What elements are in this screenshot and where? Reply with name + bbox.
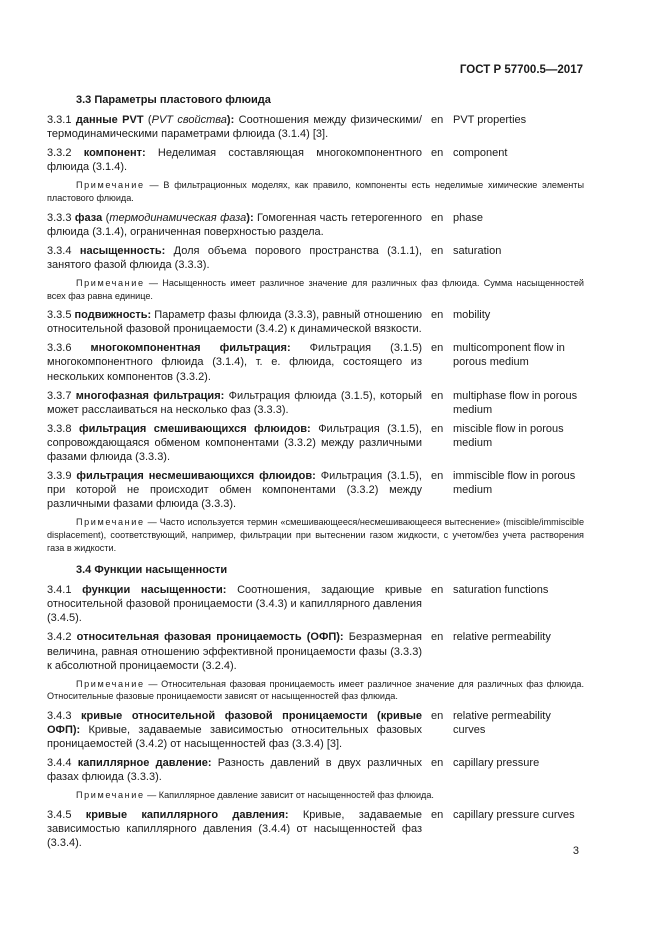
term-definition (47, 389, 422, 417)
term-number: 3.3.2 (47, 147, 84, 160)
term-entry (47, 583, 584, 625)
note-label: Примечание (76, 277, 145, 288)
note-label: Примечание (76, 517, 145, 528)
term-entry (47, 709, 584, 751)
english-equivalent: multiphase flow in porous medium (453, 389, 578, 416)
term-number: 3.3.8 (47, 422, 79, 435)
language-code: en (431, 709, 444, 722)
term-alt: термодинамическая фаза (109, 211, 247, 224)
english-equivalent: saturation functions (453, 584, 549, 597)
term-entry (47, 244, 584, 272)
term-number: 3.4.2 (47, 631, 77, 644)
term-definition (47, 469, 422, 511)
term-name: многокомпонентная фильтрация: (90, 342, 291, 355)
term-number: 3.4.4 (47, 757, 78, 770)
term-name: капиллярное давление: (77, 757, 212, 770)
page-number: 3 (572, 845, 579, 857)
term-entry (47, 469, 584, 511)
term-name: кривые капиллярного давления: (85, 808, 289, 821)
term-name: насыщенность: (79, 244, 166, 257)
term-name: кривые относительной фазовой проницаемости (81, 709, 368, 722)
english-equivalent: multicomponent flow in porous medium (453, 342, 565, 369)
definition-text: Кривые, задаваемые зависимостью относительных фазовых проницаемостей (3.4.2) от насыщенностей фаз (3.3.4) [3]. (47, 723, 422, 751)
term-entry (47, 308, 584, 336)
term-number: 3.3.6 (47, 342, 91, 355)
english-equivalent: relative permeability (453, 631, 551, 644)
term-alt: PVT свойства (151, 114, 227, 126)
paren: ): (246, 211, 254, 224)
note-text: — Насыщенность имеет различное значение для различных фаз флюида. Сумма насыщенностей всех фаз равна единице. (47, 277, 584, 301)
term-definition (47, 808, 422, 850)
term-number: 3.4.1 (47, 584, 83, 597)
english-equivalent: immiscible flow in porous medium (453, 470, 576, 497)
section-title-3-3: 3.3 Параметры пластового флюида (76, 94, 271, 106)
term-name: многофазная фильтрация: (75, 389, 225, 402)
term-definition (47, 709, 422, 751)
note (47, 789, 584, 802)
language-code: en (431, 309, 444, 322)
language-code: en (431, 470, 444, 483)
term-entry (47, 113, 584, 141)
term-definition (47, 422, 422, 464)
term-name: подвижность: (74, 309, 152, 322)
term-entry (47, 389, 584, 417)
term-entry (47, 211, 584, 239)
definition-text: Параметр фазы флюида (3.3.3), равный отношению относительной фазовой проницаемости (3.4.2) к динамической вязкости. (47, 309, 423, 336)
definition-text: Соотношения, задающие кривые относительной фазовой проницаемости (3.4.3) и капиллярного давления (3.4.5). (47, 584, 423, 625)
definition-text: Безразмерная величина, равная отношению эффективной проницаемости фазы (3.3.3) к абсолютной проницаемости (3.2.4). (47, 631, 423, 672)
document-code: ГОСТ Р 57700.5—2017 (459, 64, 583, 76)
term-definition (47, 244, 422, 272)
definition-text: Разность давлений в двух различных фазах флюида (3.3.3). (47, 757, 422, 784)
note-text: — Капиллярное давление зависит от насыщенностей фаз флюида. (144, 790, 434, 801)
english-equivalent: relative permeability curves (453, 709, 551, 736)
term-number: 3.3.1 (47, 114, 76, 126)
term-definition (47, 308, 422, 336)
term-entry (47, 630, 584, 672)
note-text: — Относительная фазовая проницаемость имеет различное значение для различных фаз флюида. Относительные фазовые проницаемости зависят от насыщенностей фаз флюида. (47, 678, 584, 702)
term-definition (47, 113, 422, 141)
term-definition (47, 211, 422, 239)
note (47, 678, 584, 703)
term-entry (47, 422, 584, 464)
note-label: Примечание (76, 790, 145, 801)
definition-text: Гомогенная часть гетерогенного флюида (3.1.4), ограниченная поверхностью раздела. (47, 211, 422, 238)
term-entry (47, 146, 584, 174)
definition-text: Доля объема порового пространства (3.1.1), занятого фазой флюида (3.3.3). (47, 244, 422, 271)
note-label: Примечание (76, 180, 145, 191)
english-equivalent: capillary pressure curves (453, 808, 575, 821)
term-name: данные PVT (75, 114, 144, 126)
page-content (47, 94, 584, 855)
term-definition (47, 630, 422, 672)
language-code: en (431, 631, 444, 644)
term-name: фильтрация несмешивающихся флюидов: (76, 470, 316, 483)
definition-text: Фильтрация (3.1.5) многокомпонентного флюида (3.1.4), т. е. флюида, состоящего из нескольких компонентов (3.3.2). (47, 342, 422, 383)
definition-text: Фильтрация (3.1.5), сопровождающаяся обменом компонентами (3.3.2) между различными фазами флюида (3.3.3). (47, 422, 422, 463)
term-entry (47, 808, 584, 850)
language-code: en (431, 757, 444, 770)
language-code: en (431, 114, 444, 126)
term-abbreviation: (ОФП): (301, 631, 344, 644)
term-definition (47, 341, 422, 383)
language-code: en (431, 808, 444, 821)
term-definition (47, 146, 422, 174)
term-number: 3.4.3 (47, 709, 82, 722)
definition-text: Неделимая составляющая многокомпонентного флюида (3.1.4). (47, 147, 422, 174)
language-code: en (431, 147, 444, 160)
note-label: Примечание (76, 678, 145, 689)
definition-text: Соотношения между физическими/термодинамическими параметрами флюида (3.1.4) [3]. (47, 114, 422, 141)
term-name: фаза (74, 211, 103, 224)
term-name: фильтрация смешивающихся флюидов: (78, 422, 311, 435)
term-definition (47, 756, 422, 784)
term-number: 3.3.3 (47, 211, 75, 224)
term-entry (47, 341, 584, 383)
language-code: en (431, 389, 444, 402)
paren: ( (143, 114, 152, 126)
english-equivalent: PVT properties (453, 114, 527, 126)
paren: ( (102, 211, 110, 224)
note-text: — В фильтрационных моделях, как правило, компоненты есть неделимые химические элементы пластового флюида. (47, 180, 584, 203)
language-code: en (431, 584, 444, 597)
language-code: en (431, 422, 444, 435)
definition-text: Фильтрация флюида (3.1.5), который может расслаиваться на несколько фаз (3.3.3). (47, 389, 422, 416)
paren: ): (226, 114, 235, 126)
term-entry (47, 756, 584, 784)
english-equivalent: miscible flow in porous medium (453, 422, 564, 449)
term-number: 3.3.9 (47, 470, 77, 483)
english-equivalent: mobility (453, 309, 491, 322)
term-number: 3.3.4 (47, 244, 80, 257)
note (47, 179, 584, 204)
language-code: en (431, 342, 444, 355)
note (47, 277, 584, 302)
term-number: 3.4.5 (47, 808, 86, 821)
term-number: 3.3.7 (47, 389, 76, 402)
term-name: относительная фазовая проницаемость (76, 631, 302, 644)
definition-text: Фильтрация (3.1.5), при которой не происходит обмен компонентами (3.3.2) между различными фазами флюида (3.3.3). (47, 470, 422, 511)
english-equivalent: component (453, 147, 508, 160)
section-title-3-4: 3.4 Функции насыщенности (76, 564, 228, 577)
language-code: en (431, 211, 444, 224)
language-code: en (431, 244, 444, 257)
note-text: — Часто используется термин «смешивающееся/несмешивающееся вытеснение» (miscible/immiscible displacement), соответствующий, например, фильтрации при вытеснении газом жидкости, с учетом/без учета растворения газа в жидкости. (47, 517, 584, 553)
term-definition (47, 583, 422, 625)
term-name: компонент: (83, 147, 146, 160)
english-equivalent: saturation (453, 244, 502, 257)
english-equivalent: capillary pressure (453, 757, 540, 770)
definition-text: Кривые, задаваемые зависимостью капиллярного давления (3.4.4) от насыщенностей фаз (3.3.4). (47, 808, 423, 850)
term-abbreviation: (кривые ОФП): (47, 709, 422, 736)
english-equivalent: phase (453, 211, 483, 224)
term-name: функции насыщенности: (82, 584, 227, 597)
term-number: 3.3.5 (47, 309, 75, 322)
note (47, 516, 584, 554)
